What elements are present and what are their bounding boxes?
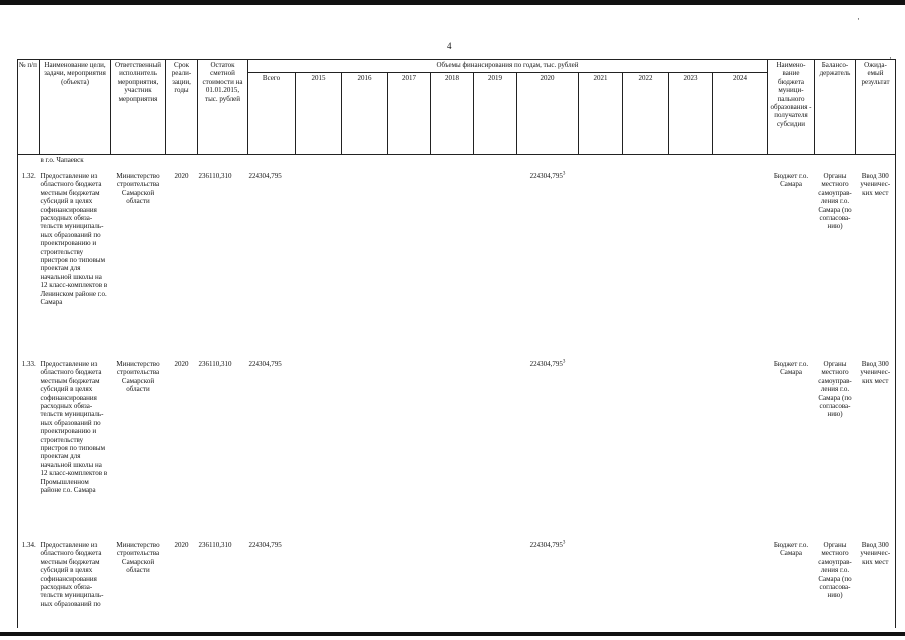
row-num: 1.34. (18, 540, 40, 628)
bottom-border (0, 632, 905, 636)
row-remainder: 236110,310 (198, 541, 232, 549)
header-budget: Наимено- вание бюджета муници- пального образования - получателя субсидии (768, 60, 815, 155)
row-name: Предоставление из областного бюджета местным бюджетам субсидий в целях софинансирования расходных обяза- тельств муниципаль- ных образований по проектированию и строительству пристроя по типовым проектам для начальной школы на 12 класс-комплектов в Ленинском районе г.о. Самара (40, 172, 108, 307)
header-financing: Объемы финансирования по годам, тыс. рублей (248, 60, 768, 73)
footnote-mark: 3 (562, 359, 566, 365)
row-2020: 224304,795$^3$ (529, 540, 566, 549)
row-total: 224304,795 (248, 172, 282, 180)
row-2020: 224304,795$^3$ (529, 359, 566, 368)
top-border (0, 0, 905, 5)
header-year: 2017 (388, 73, 431, 155)
header-row (18, 60, 896, 73)
row-budget: Бюджет г.о. Самара (773, 172, 809, 189)
row-result: Ввод 300 ученичес- ких мест (856, 359, 896, 540)
row-executor: Министерство строительства Самарской области (116, 541, 160, 575)
row-executor: Министерство строительства Самарской области (116, 360, 160, 394)
row-executor: Министерство строительства Самарской области (116, 172, 160, 206)
header-year-total: Всего (248, 73, 296, 155)
financing-table (17, 59, 896, 628)
header-year: 2015 (296, 73, 342, 155)
row-budget: Бюджет г.о. Самара (773, 360, 809, 377)
table-row (18, 171, 896, 359)
header-num: № п/п (18, 60, 40, 155)
header-holder: Балансо- держатель (815, 60, 856, 155)
header-year: 2018 (431, 73, 474, 155)
header-name: Наименование цели, задачи, мероприятия (объекта) (40, 60, 111, 155)
footnote-mark: 3 (562, 540, 566, 546)
speck-mark: · (857, 14, 860, 24)
continuation-row (18, 155, 896, 167)
header-year: 2024 (713, 73, 768, 155)
speck-mark: · (889, 53, 892, 63)
row-term: 2020 (174, 172, 189, 180)
header-term: Срок реали- зации, годы (166, 60, 198, 155)
table-row (18, 540, 896, 628)
row-remainder: 236110,310 (198, 360, 232, 368)
header-executor: Ответственный исполнитель мероприятия, участник мероприятия (111, 60, 166, 155)
row-name: Предоставление из областного бюджета местным бюджетам субсидий в целях софинансирования расходных обяза- тельств муниципаль- ных образований по проектированию и строительству пристроя по типовым проектам для начальной школы на 12 класс-комплектов в Промышленном районе г.о. Самара (40, 360, 108, 495)
header-year: 2020 (517, 73, 579, 155)
row-num: 1.32. (18, 171, 40, 359)
row-holder: Органы местного самоуправ- ления г.о. Самара (по согласова- нию) (818, 172, 852, 231)
row-num: 1.33. (18, 359, 40, 540)
row-name: Предоставление из областного бюджета местным бюджетам субсидий в целях софинансирования расходных обяза- тельств муниципаль- ных образований по (40, 541, 104, 608)
header-year: 2019 (474, 73, 517, 155)
row-term: 2020 (174, 360, 189, 368)
row-result: Ввод 300 ученичес- ких мест (856, 540, 896, 628)
row-term: 2020 (174, 541, 189, 549)
row-remainder: 236110,310 (198, 172, 232, 180)
header-year: 2021 (579, 73, 623, 155)
row-holder: Органы местного самоуправ- ления г.о. Самара (по согласова- нию) (818, 360, 852, 419)
header-year: 2022 (623, 73, 669, 155)
row-result: Ввод 300 ученичес- ких мест (856, 171, 896, 359)
table-row (18, 359, 896, 540)
header-remainder: Остаток сметной стоимости на 01.01.2015, тыс. рублей (198, 60, 248, 155)
row-holder: Органы местного самоуправ- ления г.о. Самара (по согласова- нию) (818, 541, 852, 600)
continuation-text: в г.о. Чапаевск (40, 156, 84, 164)
header-year: 2023 (669, 73, 713, 155)
row-total: 224304,795 (248, 541, 282, 549)
footnote-mark: 3 (562, 171, 566, 177)
header-year: 2016 (342, 73, 388, 155)
row-total: 224304,795 (248, 360, 282, 368)
header-result: Ожида- емый результат (856, 60, 896, 155)
page-number: 4 (447, 41, 452, 51)
row-budget: Бюджет г.о. Самара (773, 541, 809, 558)
row-2020: 224304,795$^3$ (529, 171, 566, 180)
